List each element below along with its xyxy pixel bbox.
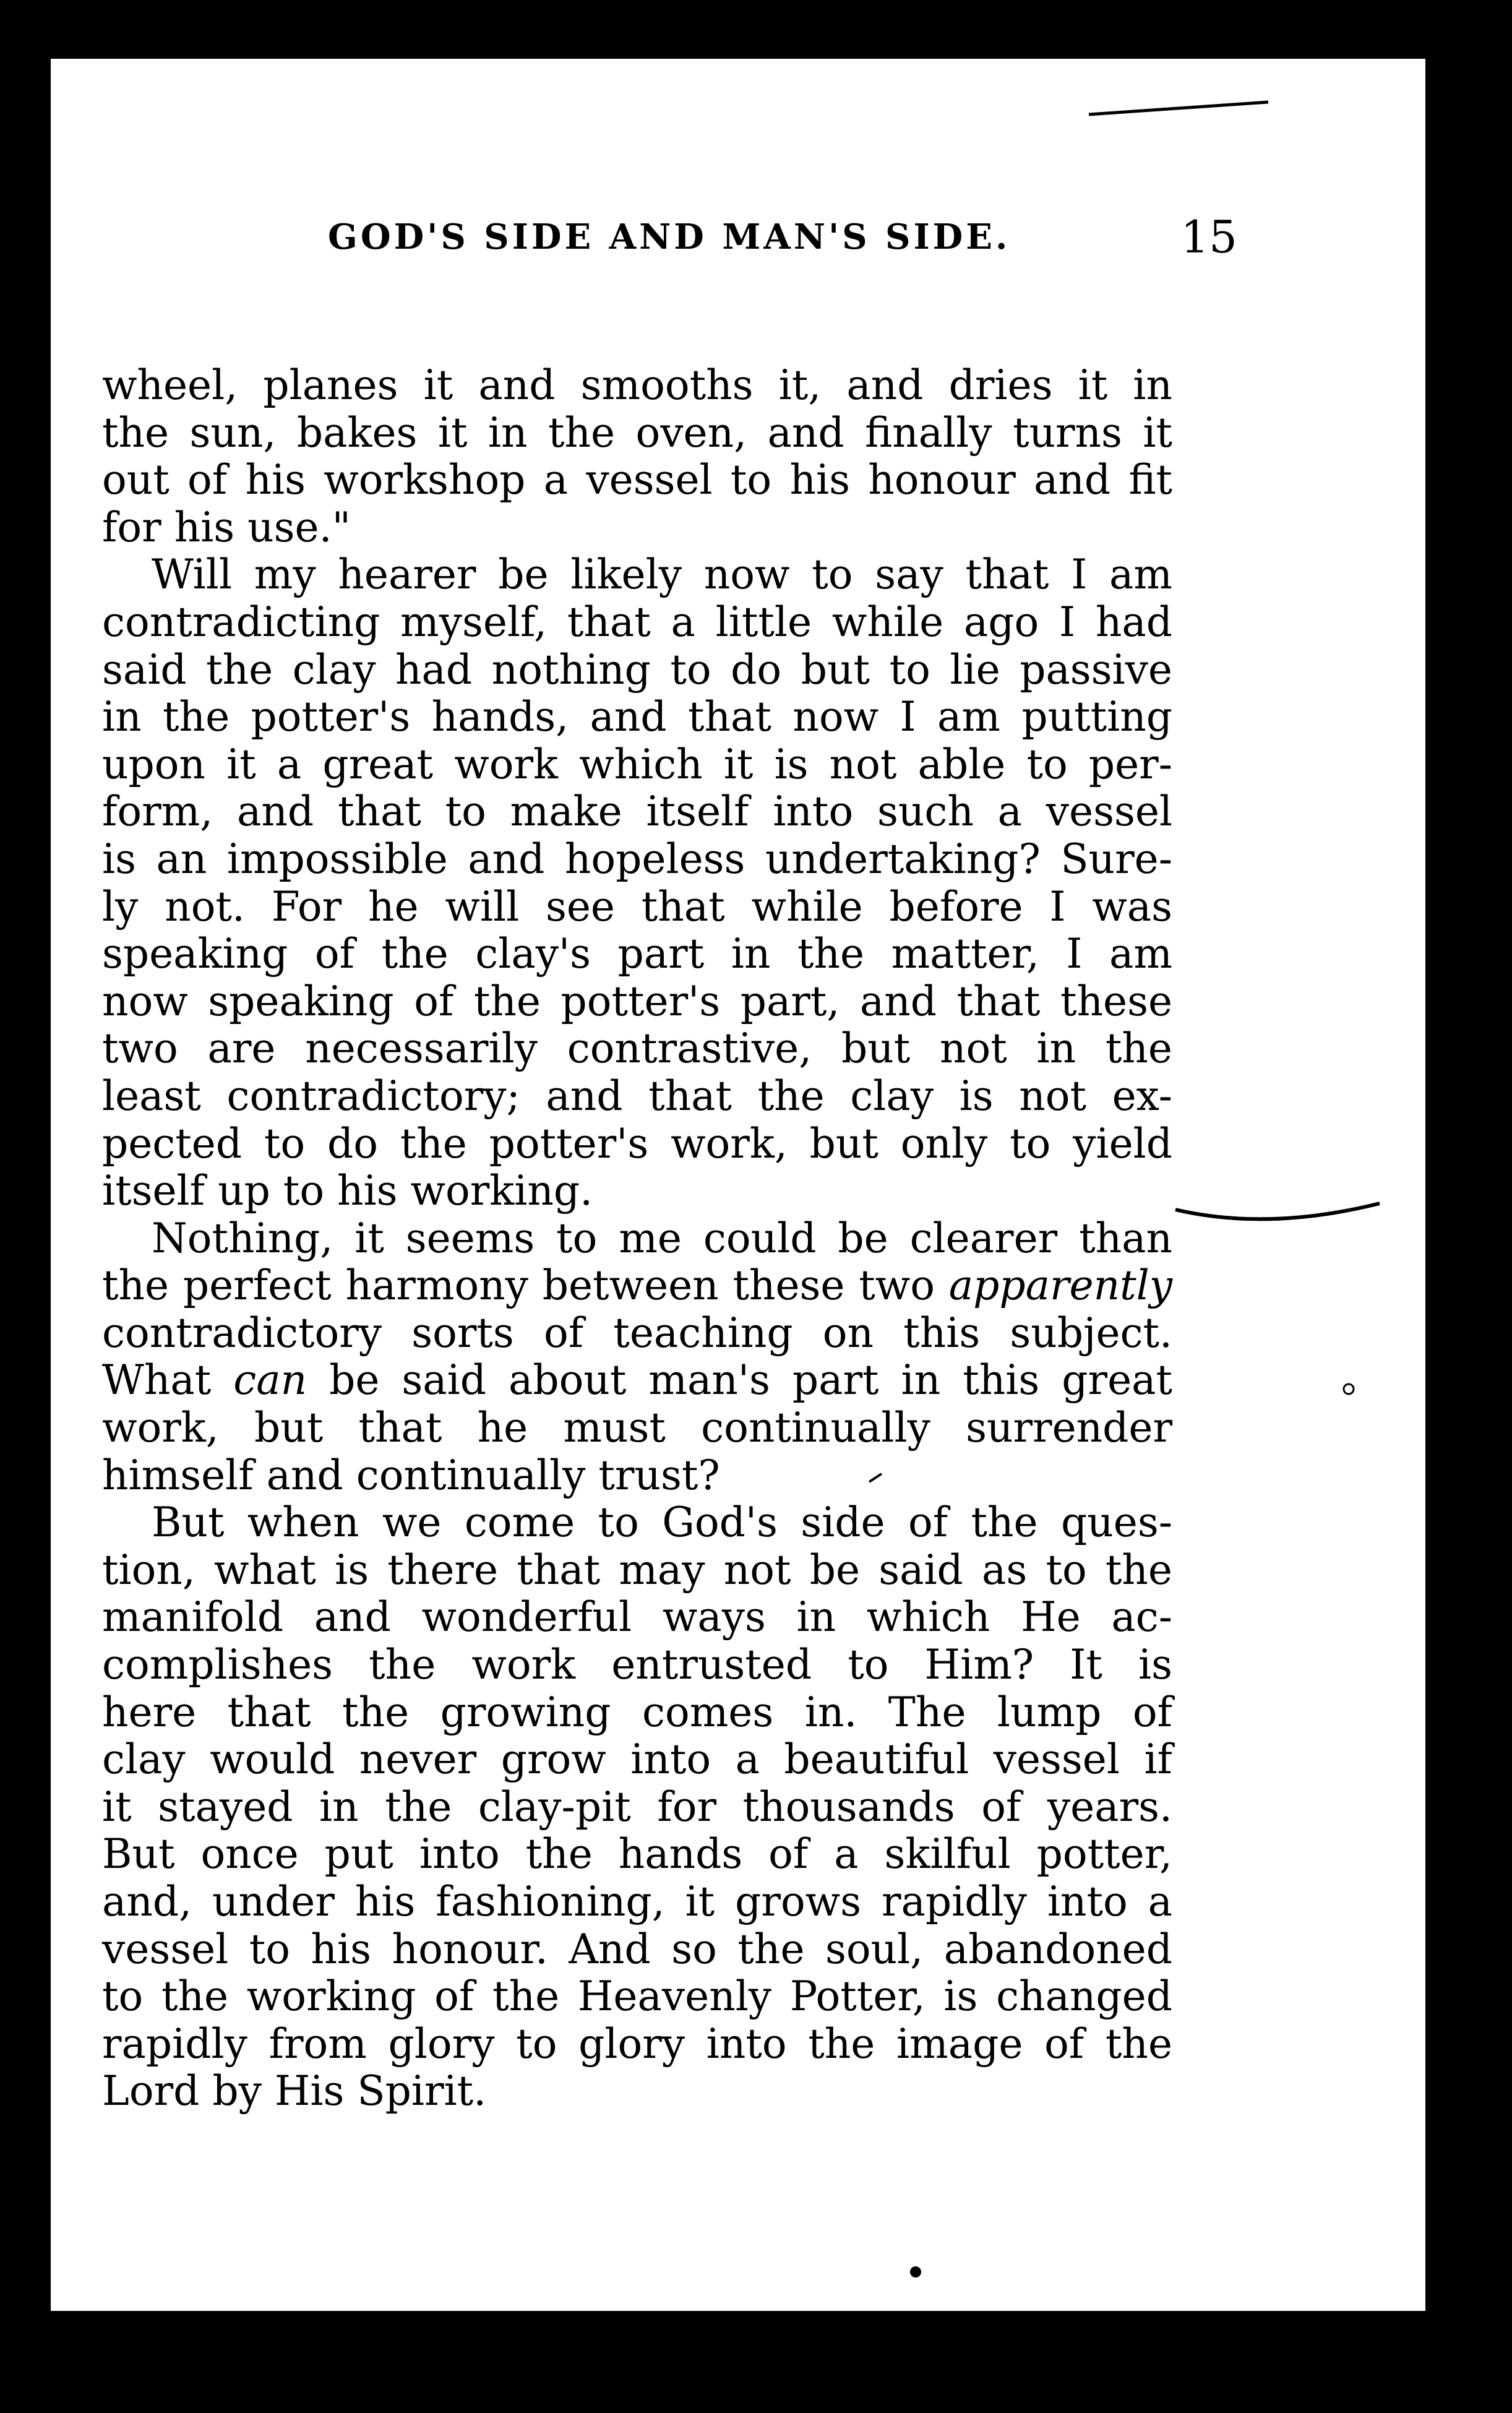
text-line: clay would never grow into a beautiful vessel if xyxy=(102,1736,1172,1784)
text-line: pected to do the potter's work, but only to yield xyxy=(102,1119,1172,1168)
text-segment: the perfect harmony between these two xyxy=(102,1262,949,1310)
italic-word: can xyxy=(233,1356,307,1404)
text-line: itself up to his working. xyxy=(102,1167,593,1215)
text-line: Will my hearer be likely now to say that I am xyxy=(152,551,1172,599)
text-line: rapidly from glory to glory into the image of the xyxy=(102,2019,1172,2068)
text-line: here that the growing comes in. The lump of xyxy=(102,1688,1172,1736)
text-line: it stayed in the clay-pit for thousands of years. xyxy=(102,1783,1172,1831)
text-line: and, under his fashioning, it grows rapidly into a xyxy=(102,1878,1172,1925)
text-line: in the potter's hands, and that now I am putting xyxy=(102,693,1172,741)
text-line: form, and that to make itself into such a vessel xyxy=(102,788,1172,836)
running-head xyxy=(278,209,1237,265)
text-line xyxy=(102,1357,1172,1404)
page-number: 15 xyxy=(1180,211,1237,263)
text-line: But when we come to God's side of the ques- xyxy=(152,1499,1172,1547)
body-text xyxy=(102,362,1172,2115)
text-line: now speaking of the potter's part, and that these xyxy=(102,977,1172,1025)
text-line: work, but that he must continually surrender xyxy=(102,1404,1172,1452)
text-line: contradictory sorts of teaching on this subject. xyxy=(102,1309,1172,1357)
text-line: Lord by His Spirit. xyxy=(102,2067,487,2115)
text-line: for his use." xyxy=(102,503,351,551)
text-line: said the clay had nothing to do but to lie passive xyxy=(102,645,1172,694)
text-line: But once put into the hands of a skilful potter, xyxy=(102,1830,1172,1878)
text-line: vessel to his honour. And so the soul, abandoned xyxy=(102,1925,1172,1973)
text-line xyxy=(102,1262,1172,1310)
text-line: himself and continually trust? xyxy=(102,1451,720,1499)
text-line: complishes the work entrusted to Him? It is xyxy=(102,1641,1172,1689)
text-line: wheel, planes it and smooths it, and dries it in xyxy=(102,361,1172,409)
text-line: speaking of the clay's part in the matter, I am xyxy=(102,930,1172,978)
text-line: contradicting myself, that a little while ago I had xyxy=(102,598,1172,646)
text-line: to the working of the Heavenly Potter, is changed xyxy=(102,1972,1172,2021)
text-segment: What xyxy=(102,1356,234,1404)
italic-word: apparently xyxy=(948,1262,1172,1310)
text-line: out of his workshop a vessel to his honour and fit xyxy=(102,456,1172,504)
text-line: the sun, bakes it in the oven, and finally turns it xyxy=(102,408,1172,457)
text-line: upon it a great work which it is not able to per- xyxy=(102,740,1172,788)
text-line: Nothing, it seems to me could be clearer than xyxy=(152,1214,1172,1262)
text-line: two are necessarily contrastive, but not in the xyxy=(102,1025,1172,1073)
text-line: least contradictory; and that the clay is not ex- xyxy=(102,1072,1172,1120)
text-line: manifold and wonderful ways in which He ac- xyxy=(102,1593,1172,1641)
text-line: is an impossible and hopeless undertaking? Sure- xyxy=(102,835,1172,883)
running-title: GOD'S SIDE AND MAN'S SIDE. xyxy=(328,217,1011,257)
text-segment: be said about man's part in this great xyxy=(307,1356,1172,1404)
text-line: tion, what is there that may not be said as to the xyxy=(102,1546,1172,1594)
text-line: ly not. For he will see that while before I was xyxy=(102,882,1172,931)
